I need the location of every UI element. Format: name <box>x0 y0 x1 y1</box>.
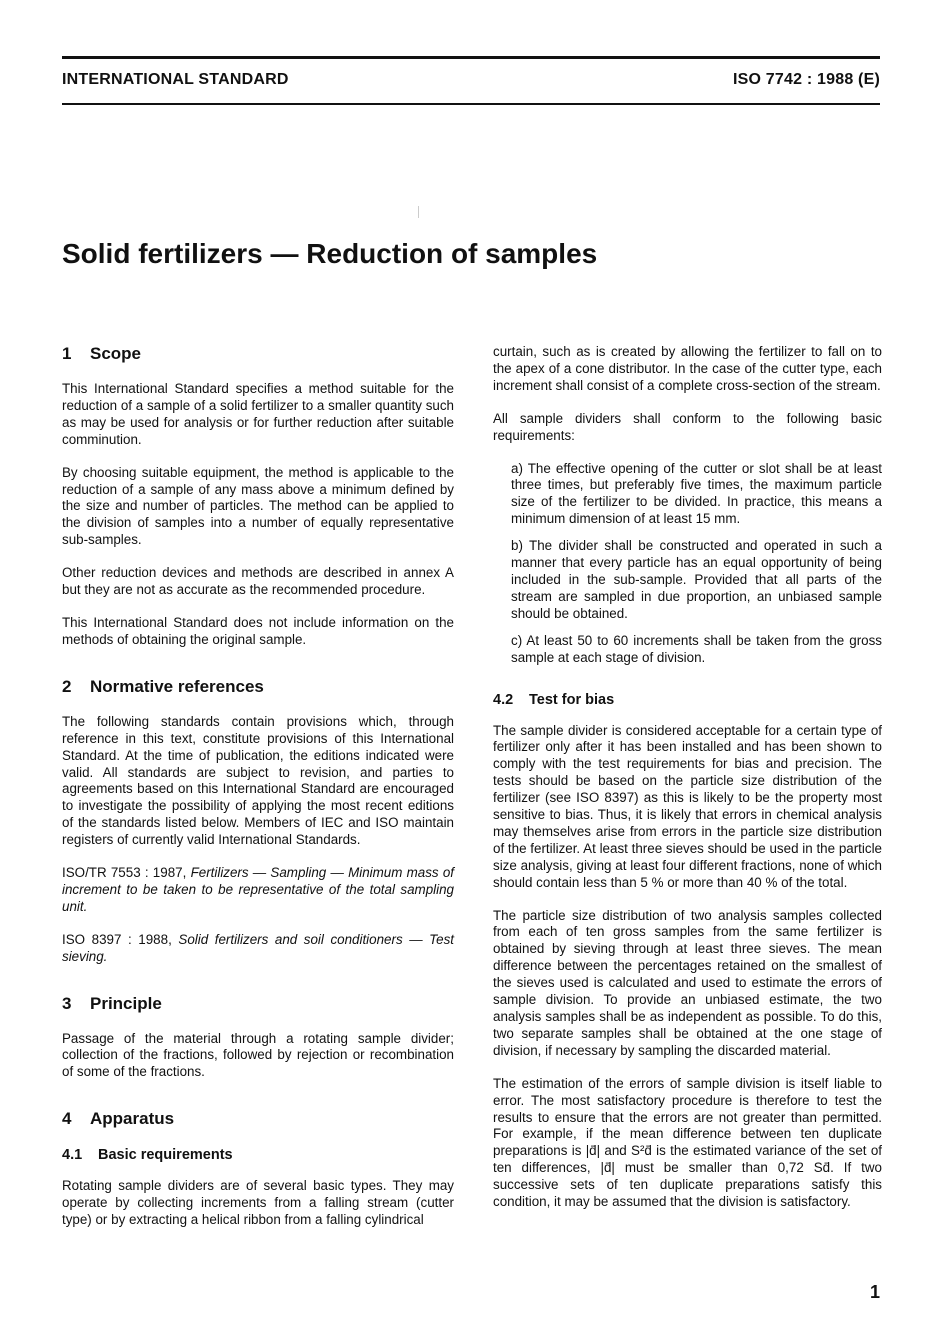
page-title: Solid fertilizers — Reduction of samples <box>62 238 598 269</box>
page-number: 1 <box>869 1282 880 1302</box>
requirements-list <box>493 461 882 667</box>
subsection-4-1-heading: 4.1 Basic requirements <box>62 1147 233 1164</box>
scope-paragraph: This International Standard does not include information on the methods of obtaining the original sample. <box>62 614 454 647</box>
scope-paragraph: This International Standard specifies a method suitable for the reduction of a sample of a solid fertilizer to a smaller quantity such as may be used for analysis or for further reduction after suitable comminution. <box>62 381 454 447</box>
header-bottom-rule <box>62 103 880 105</box>
basic-requirements-continued: curtain, such as is created by allowing the fertilizer to fall on to the apex of a cone distributor. In the case of the cutter type, each increment shall consist of a complete cross-section of the stream. <box>493 344 882 393</box>
section-2-heading: 2 Normative references <box>62 676 264 696</box>
references-paragraph: The following standards contain provisions which, through reference in this text, constitute provisions of this International Standard. At the time of publication, the editions indicated were valid. All standards are subject to revision, and parties to agreements based on this International Standard are encouraged to investigate the possibility of applying the most recent editions of the standards listed below. Members of IEC and ISO maintain registers of currently valid International Standards. <box>62 713 454 848</box>
document-type: INTERNATIONAL STANDARD <box>62 71 289 88</box>
right-column <box>493 344 882 1227</box>
principle-paragraph: Passage of the material through a rotating sample divider; collection of the fractions, followed by rejection or recombination of some of the fractions. <box>62 1030 454 1080</box>
bias-paragraph: The sample divider is considered acceptable for a certain type of fertilizer only after it has been installed and has been shown to comply with the test requirements for bias and precision. The tests should be based on the particle size distribution of the fertilizer (see ISO 8397) as this is likely to be the property most sensitive to bias. Thus, it is likely that errors in chemical analysis may themselves arise from errors in the particle size distribution of the fertilizer. At least three sieves should be used in the particle size analysis, giving at least four different fractions, none of which should contain less than 5 % or more than 40 % of the total. <box>493 722 882 890</box>
left-column <box>62 344 454 1245</box>
list-item: a) The effective opening of the cutter or slot shall be at least three times, but preferably five times, the maximum particle size of the fertilizer to be divided. In practice, this means a minimum dimension of at least 15 mm. <box>511 460 882 527</box>
reference-item: ISO 8397 : 1988, Solid fertilizers and soil conditioners — Test sieving. <box>62 931 454 964</box>
section-4-heading: 4 Apparatus <box>62 1109 175 1129</box>
scan-mark <box>418 206 419 218</box>
list-item: c) At least 50 to 60 increments shall be taken from the gross sample at each stage of division. <box>511 632 882 665</box>
bias-paragraph: The particle size distribution of two analysis samples collected from each of ten gross samples from the same fertilizer is obtained by sieving through at least three sieves. The mean difference between the percentages retained on the smallest of the sieves used is calculated and used to estimate the errors of sample division. To provide an unbiased estimate, the two analysis samples shall be as independent as possible. To do this, two separate samples shall be obtained at the one stage of division, if necessary by sampling the discarded material. <box>493 907 882 1058</box>
header-top-rule <box>62 56 880 59</box>
scope-paragraph: By choosing suitable equipment, the method is applicable to the reduction of a sample of any mass above a minimum defined by the size and number of particles. The method can be applied to the division of samples into a number of equally representative sub-samples. <box>62 464 454 548</box>
list-item: b) The divider shall be constructed and operated in such a manner that every particle has an equal opportunity of being included in the sub-sample. Provided that all parts of the stream are sampled in due proportion, an unbiased sample should be obtained. <box>511 538 882 621</box>
subsection-4-2-heading: 4.2 Test for bias <box>493 691 615 708</box>
section-1-heading: 1 Scope <box>62 344 142 363</box>
scope-paragraph: Other reduction devices and methods are described in annex A but they are not as accurate as the recommended procedure. <box>62 565 454 598</box>
standard-number: ISO 7742 : 1988 (E) <box>733 71 880 88</box>
section-3-heading: 3 Principle <box>62 993 162 1013</box>
bias-paragraph: The estimation of the errors of sample division is itself liable to error. The most satisfactory procedure is therefore to test the results to ensure that the errors are not greater than permitted. For example, if the mean difference between ten duplicate preparations is |d̄| and S²d̄ is the estimated variance of the set of ten differences, |d̄| must be smaller than 0,72 Sd̄. If two successive sets of ten duplicate preparations satisfy this condition, it may be assumed that the division is satisfactory. <box>493 1075 882 1210</box>
reference-item: ISO/TR 7553 : 1987, Fertilizers — Sampling — Minimum mass of increment to be taken to be representative of the total sampling unit. <box>62 865 454 914</box>
basic-requirements-paragraph: Rotating sample dividers are of several basic types. They may operate by collecting increments from a falling stream (cutter type) or by extracting a helical ribbon from a falling cylindrical <box>62 1178 454 1228</box>
requirements-intro: All sample dividers shall conform to the following basic requirements: <box>493 410 882 443</box>
